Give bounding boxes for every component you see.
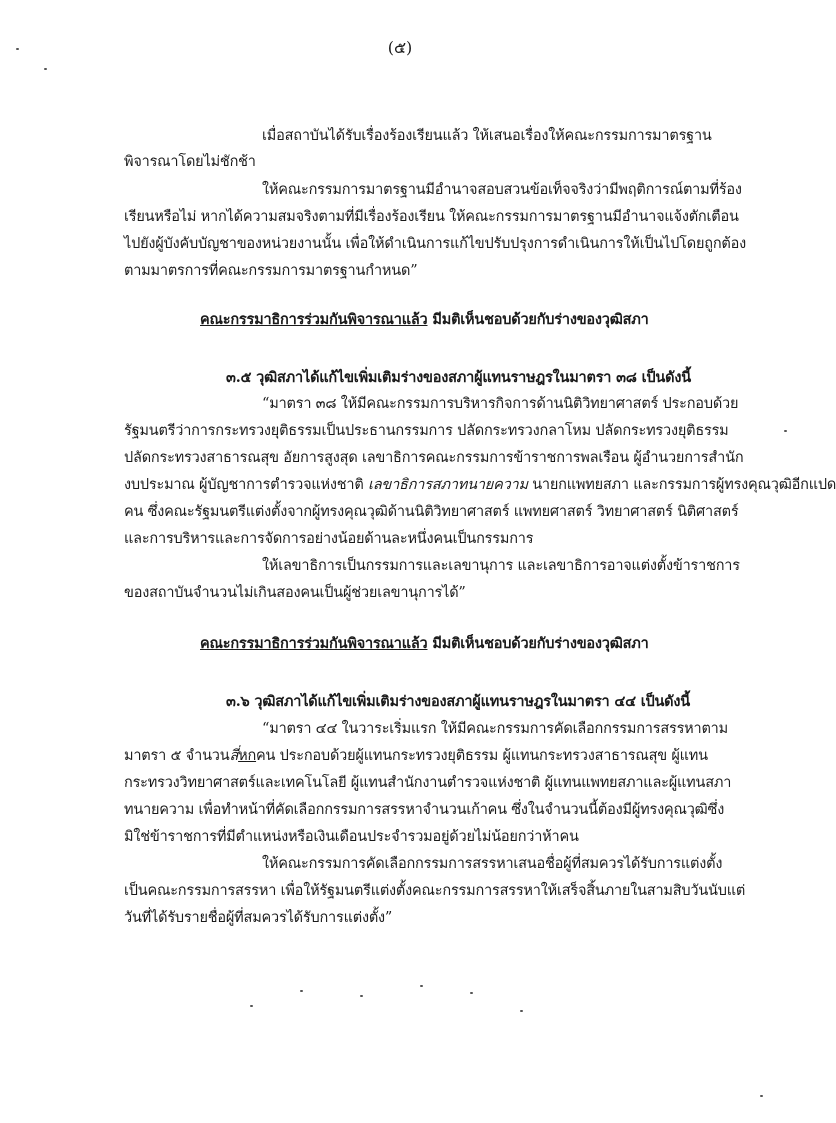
- section-3-5-line2: รัฐมนตรีว่าการกระทรวงยุติธรรมเป็นประธานกรรมการ ปลัดกระทรวงกลาโหม ปลัดกระทรวงยุติธรรม: [124, 423, 729, 439]
- resolution-2-rest: มีมติเห็นชอบด้วยกับร่างของวุฒิสภา: [427, 635, 649, 652]
- section-3-6-line2-italic: สี่: [229, 748, 239, 764]
- section-3-6-line6: ให้คณะกรรมการคัดเลือกกรรมการสรรหาเสนอชื่อผู้ที่สมควรได้รับการแต่งตั้ง: [262, 856, 723, 872]
- resolution-1: [200, 310, 649, 330]
- para1-line1: เมื่อสถาบันได้รับเรื่องร้องเรียนแล้ว ให้เสนอเรื่องให้คณะกรรมการมาตรฐาน: [262, 128, 712, 144]
- section-3-5-line7: ให้เลขาธิการเป็นกรรมการและเลขานุการ และเลขาธิการอาจแต่งตั้งข้าราชการ: [262, 558, 740, 574]
- section-3-6-line2-underlined: หก: [238, 748, 257, 764]
- section-3-6-line4: ทนายความ เพื่อทำหน้าที่คัดเลือกกรรมการสรรหาจำนวนเก้าคน ซึ่งในจำนวนนี้ต้องมีผู้ทรงคุณวุฒิซึ่ง: [124, 802, 725, 818]
- section-3-5-line4-a: งบประมาณ ผู้บัญชาการตำรวจแห่งชาติ: [124, 477, 368, 493]
- para2-line4: ตามมาตรการที่คณะกรรมการมาตรฐานกำหนด”: [124, 263, 418, 279]
- resolution-1-underlined: คณะกรรมาธิการร่วมกันพิจารณาแล้ว: [200, 311, 428, 328]
- scan-speck: [250, 1005, 253, 1007]
- section-3-6-line2-a: มาตรา ๕ จำนวน: [124, 748, 230, 764]
- section-3-6-heading: ๓.๖ วุฒิสภาได้แก้ไขเพิ่มเติมร่างของสภาผู้แทนราษฎรในมาตรา ๔๔ เป็นดังนี้: [226, 693, 690, 710]
- scan-speck: [360, 995, 363, 997]
- scan-speck: [16, 48, 19, 50]
- section-3-5-line4: [124, 475, 836, 495]
- section-3-6-line2: [124, 746, 708, 766]
- scan-speck: [784, 430, 787, 432]
- section-3-6-line7: เป็นคณะกรรมการสรรหา เพื่อให้รัฐมนตรีแต่งตั้งคณะกรรมการสรรหาให้เสร็จสิ้นภายในสามสิบวันนับแต่: [124, 883, 746, 899]
- scan-speck: [520, 1010, 523, 1012]
- resolution-2-underlined: คณะกรรมาธิการร่วมกันพิจารณาแล้ว: [200, 635, 428, 652]
- scan-speck: [300, 990, 303, 992]
- section-3-5-line5: คน ซึ่งคณะรัฐมนตรีแต่งตั้งจากผู้ทรงคุณวุฒิด้านนิติวิทยาศาสตร์ แพทยศาสตร์ วิทยาศาสตร์ นิติศาสตร์: [124, 504, 739, 520]
- resolution-2: [200, 634, 649, 654]
- scan-speck: [420, 985, 423, 987]
- section-3-6-line1: “มาตรา ๔๔ ในวาระเริ่มแรก ให้มีคณะกรรมการคัดเลือกกรรมการสรรหาตาม: [262, 721, 728, 737]
- section-3-5-line3: ปลัดกระทรวงสาธารณสุข อัยการสูงสุด เลขาธิการคณะกรรมการข้าราชการพลเรือน ผู้อำนวยการสำนัก: [124, 450, 744, 466]
- section-3-5-line4-italic: เลขาธิการสภาทนายความ: [367, 477, 528, 493]
- para2-line1: ให้คณะกรรมการมาตรฐานมีอำนาจสอบสวนข้อเท็จจริงว่ามีพฤติการณ์ตามที่ร้อง: [262, 182, 742, 198]
- section-3-5-line4-c: นายกแพทยสภา และกรรมการผู้ทรงคุณวุฒิอีกแปด: [527, 477, 836, 493]
- scan-speck: [470, 992, 473, 994]
- section-3-6-line5: มิใช่ข้าราชการที่มีตำแหน่งหรือเงินเดือนประจำรวมอยู่ด้วยไม่น้อยกว่าห้าคน: [124, 829, 579, 845]
- para1-line2: พิจารณาโดยไม่ชักช้า: [124, 154, 256, 170]
- scan-speck: [44, 68, 47, 70]
- section-3-6-line3: กระทรวงวิทยาศาสตร์และเทคโนโลยี ผู้แทนสำนักงานตำรวจแห่งชาติ ผู้แทนแพทยสภาและผู้แทนสภา: [124, 775, 732, 791]
- section-3-6-line8: วันที่ได้รับรายชื่อผู้ที่สมควรได้รับการแต่งตั้ง”: [124, 910, 393, 926]
- section-3-5-heading: ๓.๕ วุฒิสภาได้แก้ไขเพิ่มเติมร่างของสภาผู้แทนราษฎรในมาตรา ๓๘ เป็นดังนี้: [226, 369, 691, 386]
- section-3-5-line8: ของสถาบันจำนวนไม่เกินสองคนเป็นผู้ช่วยเลขานุการได้”: [124, 585, 466, 601]
- section-3-5-line1: “มาตรา ๓๘ ให้มีคณะกรรมการบริหารกิจการด้านนิติวิทยาศาสตร์ ประกอบด้วย: [262, 396, 739, 412]
- page-number: (๕): [387, 38, 413, 57]
- section-3-6-line2-d: คน ประกอบด้วยผู้แทนกระทรวงยุติธรรม ผู้แทนกระทรวงสาธารณสุข ผู้แทน: [256, 748, 708, 764]
- para2-line3: ไปยังผู้บังคับบัญชาของหน่วยงานนั้น เพื่อให้ดำเนินการแก้ไขปรับปรุงการดำเนินการให้เป็นไปโดยถูกต้อง: [124, 236, 747, 252]
- para2-line2: เรียนหรือไม่ หากได้ความสมจริงตามที่มีเรื่องร้องเรียน ให้คณะกรรมการมาตรฐานมีอำนาจแจ้งตักเตือน: [124, 209, 739, 225]
- resolution-1-rest: มีมติเห็นชอบด้วยกับร่างของวุฒิสภา: [427, 311, 649, 328]
- scan-speck: [760, 1095, 763, 1097]
- section-3-5-line6: และการบริหารและการจัดการอย่างน้อยด้านละหนึ่งคนเป็นกรรมการ: [124, 531, 534, 547]
